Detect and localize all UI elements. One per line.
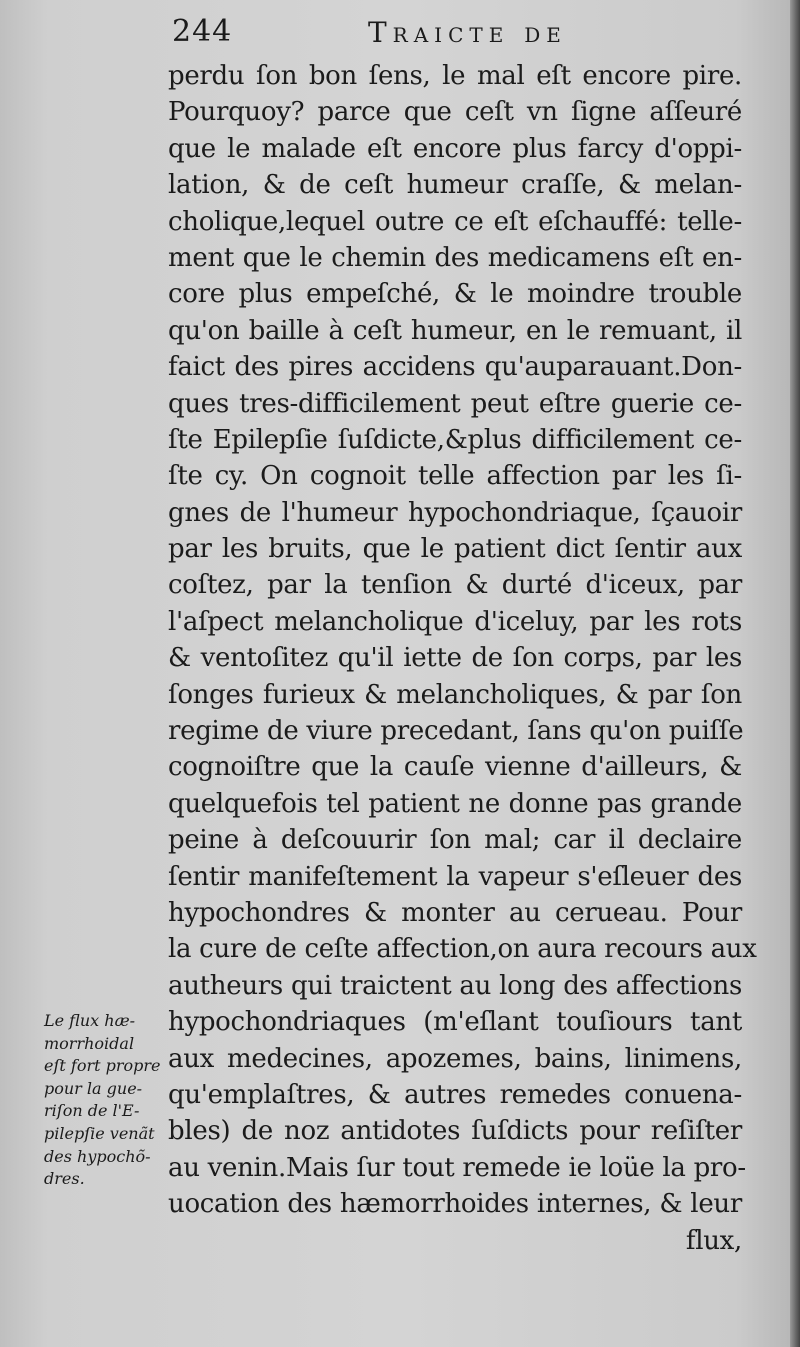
margin-note-line: pilepſie venãt xyxy=(44,1123,155,1143)
text-line: qu'on baille à ceſt humeur, en le remuant, il xyxy=(168,315,742,346)
running-title: Traicte de xyxy=(368,16,567,49)
text-line: hypochondres & monter au cerueau. Pour xyxy=(168,897,742,928)
margin-note-line: morrhoidal xyxy=(44,1033,135,1053)
text-line: que le malade eſt encore plus farcy d'oppi- xyxy=(168,133,742,164)
margin-note-line: des hypochõ- xyxy=(44,1146,151,1166)
text-line: qu'emplaſtres, & autres remedes conuena- xyxy=(168,1079,742,1110)
text-line: uocation des hæmorrhoides internes, & leur xyxy=(168,1189,742,1220)
text-line: cholique,lequel outre ce eſt eſchauffé: telle- xyxy=(168,206,742,237)
page-edge-shadow xyxy=(790,0,800,1347)
text-line: perdu ſon bon ſens, le mal eſt encore pire. xyxy=(168,61,742,91)
text-line: par les bruits, que le patient dict ſentir aux xyxy=(168,534,742,565)
text-line: faict des pires accidens qu'auparauant.Don- xyxy=(168,352,742,383)
text-line: quelquefois tel patient ne donne pas grande xyxy=(168,788,742,819)
text-line: gnes de l'humeur hypochondriaque, ſçauoir xyxy=(168,497,742,528)
text-line: regime de viure precedant, ſans qu'on puiſſe xyxy=(168,716,744,747)
text-line: lation, & de ceſt humeur craſſe, & melan- xyxy=(168,170,742,201)
margin-note-line: eſt fort propre xyxy=(44,1056,161,1076)
catchword-line: flux, xyxy=(685,1225,742,1256)
page-number: 244 xyxy=(172,14,233,49)
text-line: core plus empeſché, & le moindre trouble xyxy=(168,279,742,310)
text-line: ques tres-difficilement peut eſtre guerie ce- xyxy=(168,388,742,419)
text-line: peine à deſcouurir ſon mal; car il declaire xyxy=(168,825,742,856)
text-line: & ventoſitez qu'il iette de ſon corps, par les xyxy=(168,643,742,674)
text-line: autheurs qui traictent au long des affections xyxy=(168,970,742,1001)
text-line: cognoiſtre que la cauſe vienne d'ailleurs, & xyxy=(168,752,742,783)
main-text-block xyxy=(168,58,757,1259)
text-line: aux medecines, apozemes, bains, linimens, xyxy=(168,1043,742,1074)
text-line: hypochondriaques (m'eſlant touſiours tant xyxy=(168,1007,742,1038)
text-line: coſtez, par la tenſion & durté d'iceux, par xyxy=(168,570,742,601)
margin-note-line: pour la gue- xyxy=(44,1078,143,1098)
margin-note-line: Le flux hæ- xyxy=(44,1011,136,1030)
text-line: bles) de noz antidotes ſuſdicts pour reſiſter xyxy=(168,1116,742,1147)
text-line: ſonges furieux & melancholiques, & par ſon xyxy=(168,679,742,710)
text-line: la cure de ceſte affection,on aura recours aux xyxy=(168,934,757,965)
text-line: ſentir manifeſtement la vapeur s'eſleuer des xyxy=(168,861,742,892)
text-line: ſte Epilepſie ſuſdicte,&plus difficilement ce- xyxy=(168,424,742,455)
margin-note-line: riſon de l'E- xyxy=(44,1101,140,1121)
text-line: ment que le chemin des medicamens eſt en- xyxy=(168,242,742,273)
margin-note-line: dres. xyxy=(44,1169,85,1189)
text-line: l'aſpect melancholique d'iceluy, par les rots xyxy=(168,606,742,637)
text-line: au venin.Mais ſur tout remede ie loüe la pro- xyxy=(168,1152,746,1183)
text-line: ſte cy. On cognoit telle affection par les ſi- xyxy=(168,461,742,492)
text-line: Pourquoy? parce que ceſt vn ſigne aſſeuré xyxy=(168,97,742,128)
margin-note xyxy=(44,1010,168,1191)
